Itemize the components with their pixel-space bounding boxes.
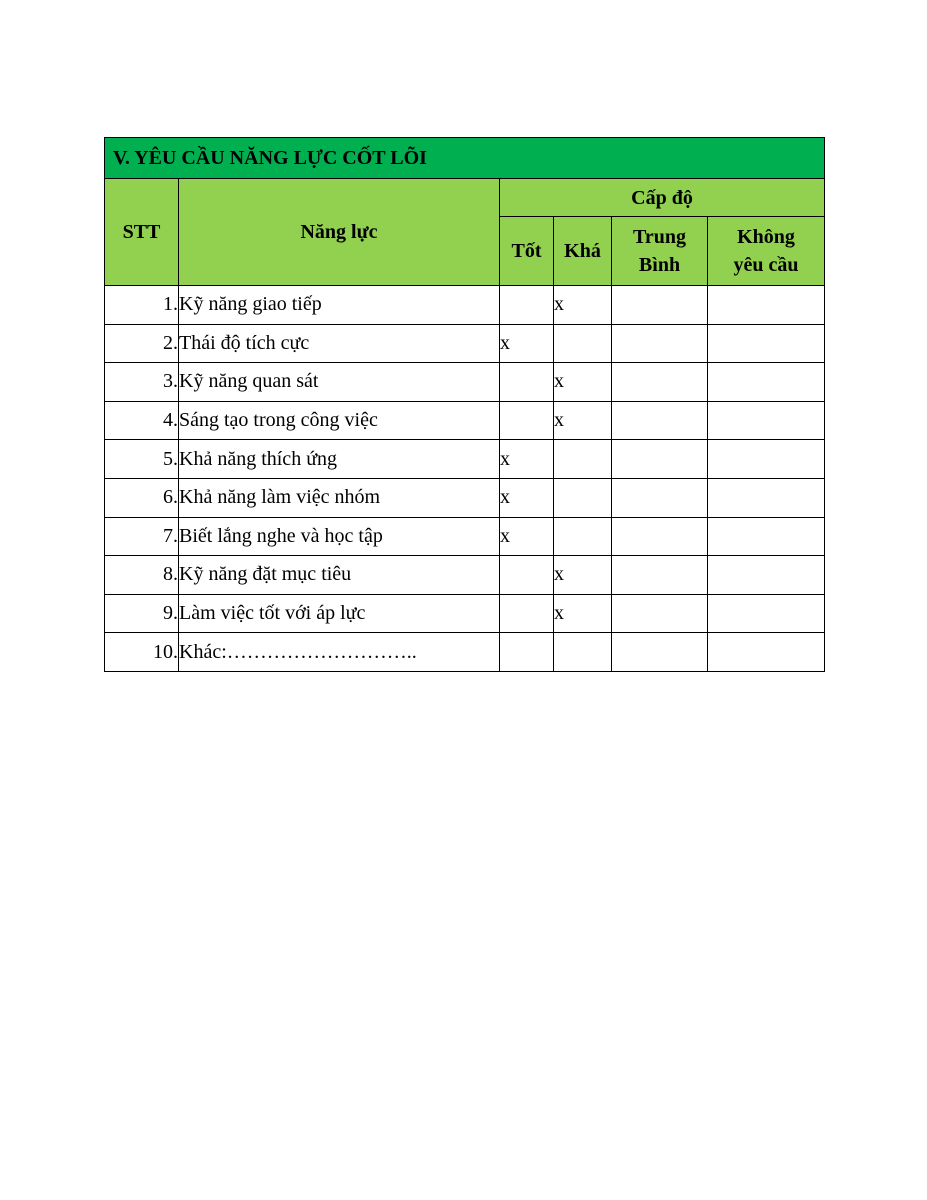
row-number: 1. — [105, 286, 179, 325]
level-mark-good — [500, 363, 554, 402]
competency-name: Kỹ năng đặt mục tiêu — [179, 556, 500, 595]
section-title-row — [105, 138, 825, 179]
section-title: V. YÊU CẦU NĂNG LỰC CỐT LÕI — [105, 138, 825, 179]
level-mark-average — [612, 478, 708, 517]
competency-name: Kỹ năng giao tiếp — [179, 286, 500, 325]
header-level-group: Cấp độ — [500, 179, 825, 217]
level-mark-fair — [554, 517, 612, 556]
level-mark-average — [612, 324, 708, 363]
level-mark-fair: x — [554, 286, 612, 325]
level-mark-not-required — [708, 440, 825, 479]
row-number: 4. — [105, 401, 179, 440]
header-level-not-required-line-2: yêu cầu — [733, 254, 799, 276]
level-mark-fair: x — [554, 363, 612, 402]
header-level-not-required — [708, 217, 825, 286]
header-level-average — [612, 217, 708, 286]
level-mark-fair: x — [554, 556, 612, 595]
header-stt: STT — [105, 179, 179, 286]
level-mark-good — [500, 401, 554, 440]
row-number: 10. — [105, 633, 179, 672]
competency-name: Khả năng thích ứng — [179, 440, 500, 479]
header-level-good — [500, 217, 554, 286]
header-level-fair-line: Khá — [564, 240, 601, 262]
header-row-1 — [105, 179, 825, 217]
level-mark-average — [612, 517, 708, 556]
competency-name: Khả năng làm việc nhóm — [179, 478, 500, 517]
table-row — [105, 286, 825, 325]
competency-name: Kỹ năng quan sát — [179, 363, 500, 402]
level-mark-average — [612, 594, 708, 633]
row-number: 5. — [105, 440, 179, 479]
level-mark-not-required — [708, 363, 825, 402]
header-level-average-line-2: Bình — [638, 254, 681, 276]
level-mark-good: x — [500, 440, 554, 479]
row-number: 8. — [105, 556, 179, 595]
row-number: 9. — [105, 594, 179, 633]
row-number: 7. — [105, 517, 179, 556]
level-mark-not-required — [708, 517, 825, 556]
header-competency: Năng lực — [179, 179, 500, 286]
header-level-fair — [554, 217, 612, 286]
level-mark-good — [500, 556, 554, 595]
level-mark-not-required — [708, 594, 825, 633]
level-mark-average — [612, 401, 708, 440]
competency-name: Làm việc tốt với áp lực — [179, 594, 500, 633]
level-mark-not-required — [708, 324, 825, 363]
row-number: 2. — [105, 324, 179, 363]
level-mark-fair — [554, 324, 612, 363]
row-number: 6. — [105, 478, 179, 517]
table-row — [105, 324, 825, 363]
level-mark-fair — [554, 478, 612, 517]
competency-name: Thái độ tích cực — [179, 324, 500, 363]
table-row — [105, 633, 825, 672]
header-level-average-line-1: Trung — [633, 226, 686, 248]
competency-name: Biết lắng nghe và học tập — [179, 517, 500, 556]
level-mark-good — [500, 286, 554, 325]
level-mark-fair: x — [554, 401, 612, 440]
level-mark-average — [612, 286, 708, 325]
table-row — [105, 556, 825, 595]
competency-table — [104, 137, 825, 672]
level-mark-good — [500, 633, 554, 672]
competency-name: Sáng tạo trong công việc — [179, 401, 500, 440]
table-row — [105, 401, 825, 440]
level-mark-good: x — [500, 324, 554, 363]
level-mark-not-required — [708, 633, 825, 672]
level-mark-good: x — [500, 478, 554, 517]
level-mark-fair — [554, 440, 612, 479]
level-mark-average — [612, 556, 708, 595]
level-mark-good — [500, 594, 554, 633]
level-mark-fair: x — [554, 594, 612, 633]
level-mark-average — [612, 633, 708, 672]
level-mark-not-required — [708, 286, 825, 325]
level-mark-average — [612, 363, 708, 402]
level-mark-not-required — [708, 478, 825, 517]
table-row — [105, 517, 825, 556]
level-mark-fair — [554, 633, 612, 672]
table-row — [105, 363, 825, 402]
header-level-not-required-line-1: Không — [737, 226, 795, 248]
row-number: 3. — [105, 363, 179, 402]
header-level-good-line: Tốt — [511, 240, 542, 262]
table-row — [105, 440, 825, 479]
competency-name: Khác:……………………….. — [179, 633, 500, 672]
table-row — [105, 594, 825, 633]
table-row — [105, 478, 825, 517]
level-mark-good: x — [500, 517, 554, 556]
level-mark-not-required — [708, 401, 825, 440]
level-mark-average — [612, 440, 708, 479]
level-mark-not-required — [708, 556, 825, 595]
